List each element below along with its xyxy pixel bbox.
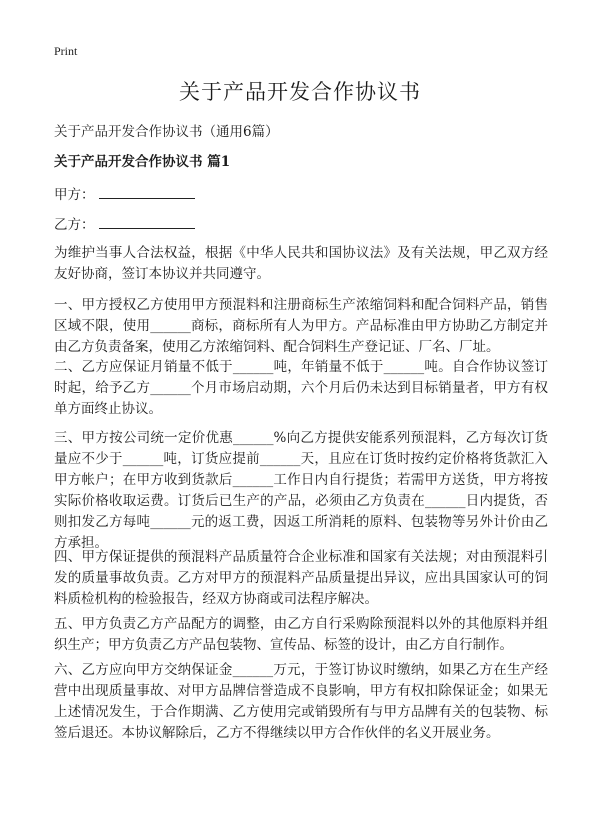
- section-heading: 关于产品开发合作协议书 篇1: [54, 154, 231, 170]
- paragraph-preamble: 为维护当事人合法权益，根据《中华人民共和国协议法》及有关法规，甲乙双方经友好协商，签订本协议并共同遵守。: [54, 245, 548, 282]
- party-a-blank: [99, 184, 195, 199]
- paragraph-clause-3: 三、甲方按公司统一定价优惠______%向乙方提供安能系列预混料，乙方每次订货量应不少于______吨，订货应提前______天，且应在订货时按约定价格将货款汇入甲方帐户；在甲方收到货款后______工作日内自行提货；若需甲方送货，甲方将按实际价格收取运费。订货后已生产的产品，必须由乙方负责在______日内提货，否则扣发乙方每吨______元的返工费，因返工所消耗的原料、包装物等另外计价由乙方承担。: [54, 430, 548, 551]
- paragraph-clause-5: 五、甲方负责乙方产品配方的调整，由乙方自行采购除预混料以外的其他原料并组织生产；甲方负责乙方产品包装物、宣传品、标签的设计，由乙方自行制作。: [54, 616, 548, 653]
- paragraph-clause-2: 二、乙方应保证月销量不低于______吨，年销量不低于______吨。自合作协议签订时起，给予乙方______个月市场启动期，六个月后仍未达到目标销量者，甲方有权单方面终止协议。: [54, 359, 548, 417]
- paragraph-clause-6: 六、乙方应向甲方交纳保证金______万元，于签订协议时缴纳，如果乙方在生产经营中出现质量事故、对甲方品牌信誉造成不良影响，甲方有权扣除保证金；如果无上述情况发生，于合作期满、乙方使用完或销毁所有与甲方品牌有关的包装物、标签后退还。本协议解除后，乙方不得继续以甲方合作伙伴的名义开展业务。: [54, 662, 548, 741]
- party-b-blank: [99, 214, 195, 229]
- party-b-line: [54, 214, 195, 235]
- party-a-label: 甲方：: [54, 187, 95, 203]
- party-b-label: 乙方：: [54, 217, 95, 233]
- paragraph-clause-1: 一、甲方授权乙方使用甲方预混料和注册商标生产浓缩饲料和配合饲料产品，销售区域不限，使用______商标，商标所有人为甲方。产品标准由甲方协助乙方制定并由乙方负责备案，使用乙方浓缩饲料、配合饲料生产登记证、厂名、厂址。: [54, 297, 548, 355]
- print-link[interactable]: Print: [54, 44, 78, 58]
- document-subtitle: 关于产品开发合作协议书（通用6篇）: [54, 124, 279, 140]
- paragraph-clause-4: 四、甲方保证提供的预混料产品质量符合企业标准和国家有关法规；对由预混料引发的质量事故负责。乙方对甲方的预混料产品质量提出异议，应出具国家认可的饲料质检机构的检验报告，经双方协商或司法程序解决。: [54, 549, 548, 607]
- party-a-line: [54, 184, 195, 205]
- document-title: 关于产品开发合作协议书: [179, 80, 421, 104]
